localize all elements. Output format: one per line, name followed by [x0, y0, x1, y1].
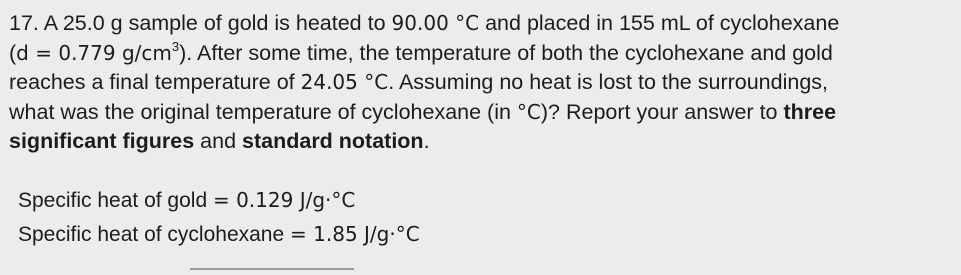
given-specific-heat-cyclohexane [18, 222, 718, 247]
problem-text: . After some time, the temperature of both the cyclohexane and gold [186, 40, 833, 65]
problem-text: )? Report your answer to [540, 99, 778, 124]
cyclohexane-specific-heat-label: Specific heat of cyclohexane [18, 223, 285, 246]
problem-line-5 [9, 127, 957, 157]
cyclohexane-specific-heat-value: = 1.85 J/g·°C [290, 222, 420, 246]
problem-text: . Assuming no heat is lost to the surroundings, [388, 70, 829, 94]
bold-three: three [783, 99, 837, 124]
problem-line-1 [9, 9, 957, 39]
final-temperature: 24.05 °C [300, 70, 389, 94]
density-expression: d = 0.779 g/cm [16, 40, 172, 65]
given-specific-heat-gold [18, 188, 718, 213]
bold-standard-notation: standard notation [242, 129, 424, 153]
gold-specific-heat-value: = 0.129 J/g·°C [212, 188, 356, 212]
question-number: 17. [9, 11, 39, 35]
paren-open: ( [9, 40, 17, 65]
problem-line-2 [9, 39, 957, 69]
problem-text: and placed in 155 mL of cyclohexane [485, 11, 840, 35]
problem-text: reaches a final temperature of [9, 70, 295, 94]
density-exponent: 3 [171, 38, 180, 54]
problem-text: . [423, 129, 430, 153]
problem-line-4 [9, 98, 957, 128]
problem-text: and [200, 129, 237, 153]
problem-text: A 25.0 g sample of gold is heated to [43, 11, 386, 35]
paren-close: ) [179, 40, 187, 65]
temperature-unit: °C [516, 99, 541, 124]
problem-statement [9, 9, 957, 157]
gold-specific-heat-label: Specific heat of gold [18, 189, 208, 212]
initial-gold-temperature: 90.00 °C [391, 11, 480, 35]
problem-line-3 [9, 68, 957, 98]
problem-text: what was the original temperature of cyclohexane (in [9, 99, 511, 124]
answer-field-underline[interactable] [190, 268, 354, 270]
bold-significant-figures: significant figures [9, 129, 195, 153]
